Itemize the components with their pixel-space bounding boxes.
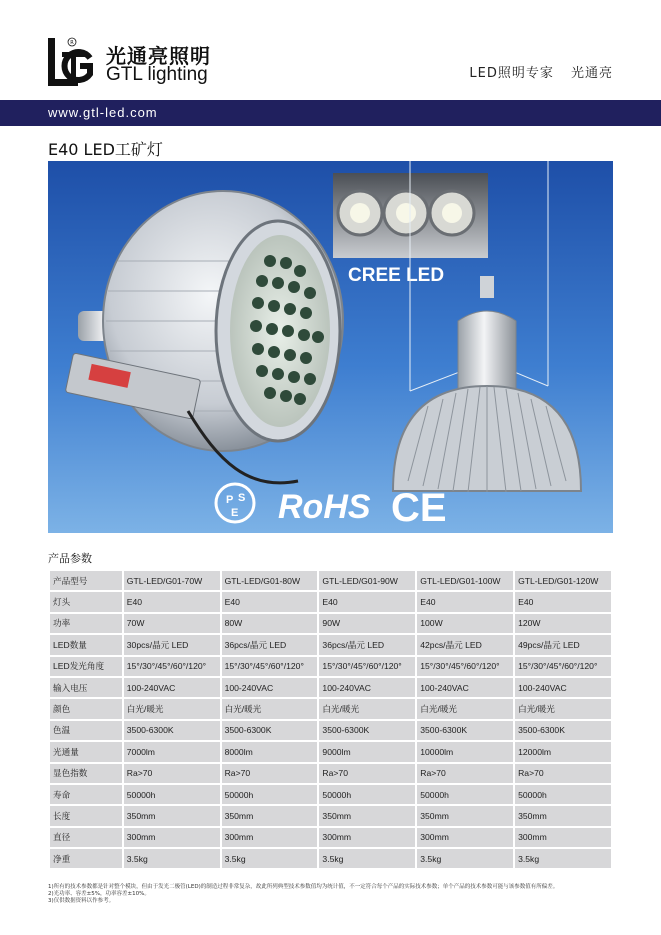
- spec-row-label: 产品型号: [50, 571, 122, 590]
- spec-cell: 15°/30°/45°/60°/120°: [124, 657, 220, 676]
- table-row: [50, 657, 611, 676]
- spec-cell: 50000h: [515, 785, 611, 804]
- spec-cell: 白光/暖光: [515, 699, 611, 718]
- spec-cell: 36pcs/晶元 LED: [222, 635, 318, 654]
- spec-row-label: 光通量: [50, 742, 122, 761]
- brand-name-chinese: 光通亮照明: [106, 44, 211, 68]
- table-row: [50, 635, 611, 654]
- spec-cell: 120W: [515, 614, 611, 633]
- spec-cell: 7000lm: [124, 742, 220, 761]
- spec-cell: 36pcs/晶元 LED: [319, 635, 415, 654]
- registered-mark: R: [70, 40, 74, 46]
- spec-cell: 15°/30°/45°/60°/120°: [515, 657, 611, 676]
- spec-cell: 3500-6300K: [417, 721, 513, 740]
- spec-row-label: 直径: [50, 828, 122, 847]
- spec-cell: 12000lm: [515, 742, 611, 761]
- spec-cell: 70W: [124, 614, 220, 633]
- pse-letter-e: E: [231, 507, 239, 519]
- spec-cell: 15°/30°/45°/60°/120°: [417, 657, 513, 676]
- spec-cell: 10000lm: [417, 742, 513, 761]
- pse-mark-icon: [216, 484, 254, 522]
- spec-cell: 300mm: [319, 828, 415, 847]
- table-row: [50, 592, 611, 611]
- spec-cell: 49pcs/晶元 LED: [515, 635, 611, 654]
- table-row: [50, 764, 611, 783]
- table-row: [50, 785, 611, 804]
- table-row: [50, 742, 611, 761]
- table-row: [50, 614, 611, 633]
- product-title: E40 LED工矿灯: [48, 140, 163, 159]
- spec-cell: 42pcs/晶元 LED: [417, 635, 513, 654]
- table-row: [50, 678, 611, 697]
- spec-row-label: 显色指数: [50, 764, 122, 783]
- spec-cell: 白光/暖光: [222, 699, 318, 718]
- spec-cell: 100-240VAC: [319, 678, 415, 697]
- large-lamp-illustration: [65, 191, 343, 483]
- ce-mark: CE: [391, 486, 447, 530]
- spec-row-label: 净重: [50, 849, 122, 868]
- spec-cell: 100W: [417, 614, 513, 633]
- website-url[interactable]: www.gtl-led.com: [48, 105, 158, 120]
- pse-letter-p: P: [226, 494, 234, 506]
- spec-cell: Ra>70: [222, 764, 318, 783]
- spec-cell: 3500-6300K: [124, 721, 220, 740]
- spec-cell: 300mm: [124, 828, 220, 847]
- spec-cell: 350mm: [417, 806, 513, 825]
- spec-section-label: 产品参数: [48, 552, 92, 565]
- spec-cell: GTL-LED/G01-70W: [124, 571, 220, 590]
- spec-cell: E40: [417, 592, 513, 611]
- spec-cell: 350mm: [319, 806, 415, 825]
- spec-cell: 50000h: [417, 785, 513, 804]
- spec-row-label: 颜色: [50, 699, 122, 718]
- spec-row-label: 功率: [50, 614, 122, 633]
- spec-cell: 100-240VAC: [417, 678, 513, 697]
- spec-cell: 300mm: [417, 828, 513, 847]
- spec-cell: GTL-LED/G01-100W: [417, 571, 513, 590]
- spec-row-label: 寿命: [50, 785, 122, 804]
- spec-cell: 100-240VAC: [515, 678, 611, 697]
- spec-cell: 3.5kg: [417, 849, 513, 868]
- table-row: [50, 699, 611, 718]
- spec-cell: 3500-6300K: [515, 721, 611, 740]
- spec-cell: 白光/暖光: [417, 699, 513, 718]
- spec-cell: 3.5kg: [124, 849, 220, 868]
- spec-cell: E40: [515, 592, 611, 611]
- spec-cell: 30pcs/晶元 LED: [124, 635, 220, 654]
- spec-cell: 3.5kg: [515, 849, 611, 868]
- website-bar: [0, 100, 661, 126]
- spec-cell: 15°/30°/45°/60°/120°: [319, 657, 415, 676]
- table-row: [50, 571, 611, 590]
- spec-cell: Ra>70: [319, 764, 415, 783]
- slogan-text-1: LED照明专家: [469, 66, 554, 81]
- spec-cell: 350mm: [515, 806, 611, 825]
- spec-cell: 350mm: [222, 806, 318, 825]
- spec-cell: E40: [124, 592, 220, 611]
- note-line-1: 1)所有的技术参数都是针对整个模块，但由于发光二极管(LED)的制造过程非常复杂，故此所列典型技术参数值均为统计值，不一定符合每个产品的实际技术参数；单个产品的技术参数可能与该参数值有所偏差。: [48, 884, 559, 890]
- table-row: [50, 721, 611, 740]
- cree-led-label: CREE LED: [348, 265, 445, 286]
- spec-row-label: 长度: [50, 806, 122, 825]
- spec-cell: 3.5kg: [319, 849, 415, 868]
- spec-cell: 白光/暖光: [124, 699, 220, 718]
- spec-cell: 白光/暖光: [319, 699, 415, 718]
- spec-row-label: LED发光角度: [50, 657, 122, 676]
- spec-row-label: 灯头: [50, 592, 122, 611]
- spec-row-label: 输入电压: [50, 678, 122, 697]
- spec-cell: Ra>70: [124, 764, 220, 783]
- spec-cell: 3500-6300K: [222, 721, 318, 740]
- spec-row-label: 色温: [50, 721, 122, 740]
- product-illustration: [48, 161, 613, 533]
- spec-cell: 350mm: [124, 806, 220, 825]
- table-row: [50, 828, 611, 847]
- pse-letter-s: S: [238, 492, 246, 504]
- note-line-2: 2)光功率、容差±5%，功率容差±10%。: [48, 891, 150, 897]
- spec-cell: E40: [319, 592, 415, 611]
- spec-cell: 8000lm: [222, 742, 318, 761]
- header-slogan: [457, 62, 613, 81]
- spec-row-label: LED数量: [50, 635, 122, 654]
- spec-notes: [48, 884, 618, 905]
- spec-cell: 15°/30°/45°/60°/120°: [222, 657, 318, 676]
- spec-cell: Ra>70: [417, 764, 513, 783]
- spec-cell: 50000h: [319, 785, 415, 804]
- spec-cell: Ra>70: [515, 764, 611, 783]
- gtl-logo-icon: [46, 36, 96, 90]
- spec-cell: 9000lm: [319, 742, 415, 761]
- spec-cell: 50000h: [222, 785, 318, 804]
- spec-cell: GTL-LED/G01-120W: [515, 571, 611, 590]
- spec-cell: 300mm: [515, 828, 611, 847]
- spec-cell: 3.5kg: [222, 849, 318, 868]
- table-row: [50, 806, 611, 825]
- slogan-text-2: 光通亮: [570, 66, 613, 81]
- page-header: [0, 0, 661, 100]
- product-hero-image: [48, 161, 613, 533]
- spec-cell: 90W: [319, 614, 415, 633]
- brand-name-english: GTL lighting: [106, 64, 208, 85]
- rohs-mark: RoHS: [278, 488, 371, 526]
- table-row: [50, 849, 611, 868]
- spec-cell: 300mm: [222, 828, 318, 847]
- spec-cell: 3500-6300K: [319, 721, 415, 740]
- spec-cell: 100-240VAC: [222, 678, 318, 697]
- spec-cell: GTL-LED/G01-80W: [222, 571, 318, 590]
- spec-cell: 80W: [222, 614, 318, 633]
- spec-cell: GTL-LED/G01-90W: [319, 571, 415, 590]
- spec-cell: 100-240VAC: [124, 678, 220, 697]
- note-line-3: 3)仅供数据资料以作参考。: [48, 898, 115, 904]
- spec-cell: E40: [222, 592, 318, 611]
- spec-table: [48, 569, 613, 870]
- spec-cell: 50000h: [124, 785, 220, 804]
